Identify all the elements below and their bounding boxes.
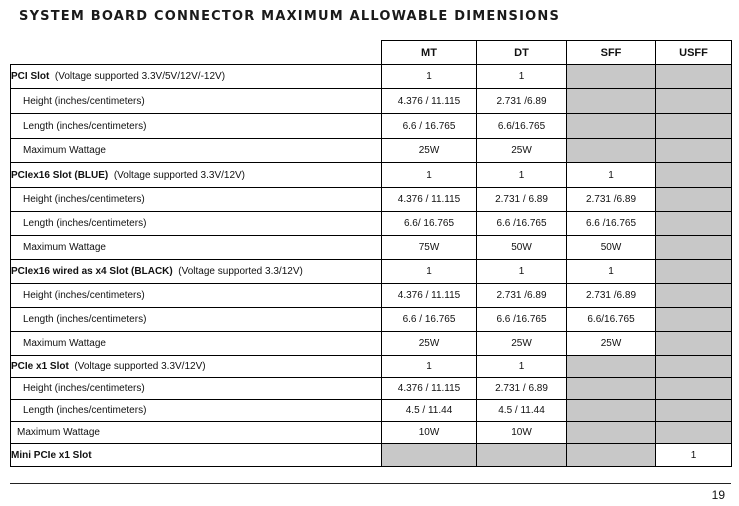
table-row <box>11 356 732 378</box>
value-cell-mt: 6.6 / 16.765 <box>382 308 477 332</box>
value-cell-dt: 1 <box>477 356 567 378</box>
na-cell-usff <box>656 236 732 260</box>
na-cell-usff <box>656 378 732 400</box>
value-cell-mt: 1 <box>382 65 477 89</box>
value-cell-dt: 1 <box>477 163 567 188</box>
spec-label: Length (inches/centimeters) <box>23 405 147 416</box>
value-cell-mt: 4.376 / 11.115 <box>382 89 477 114</box>
header-corner-cell <box>11 41 382 65</box>
na-cell-usff <box>656 114 732 139</box>
connector-dimensions-table <box>10 40 732 467</box>
table-row <box>11 212 732 236</box>
na-cell-usff <box>656 89 732 114</box>
value-cell-sff: 6.6 /16.765 <box>567 212 656 236</box>
row-label <box>11 188 382 212</box>
value-cell-dt: 25W <box>477 139 567 163</box>
row-label <box>11 356 382 378</box>
slot-name: Mini PCIe x1 Slot <box>11 449 92 461</box>
column-header-usff: USFF <box>656 41 732 65</box>
voltage-note: (Voltage supported 3.3V/12V) <box>113 169 246 181</box>
value-cell-mt: 4.376 / 11.115 <box>382 188 477 212</box>
row-label <box>11 212 382 236</box>
na-cell-usff <box>656 188 732 212</box>
na-cell-usff <box>656 260 732 284</box>
row-label <box>11 260 382 284</box>
na-cell-sff <box>567 114 656 139</box>
value-cell-dt: 10W <box>477 422 567 444</box>
spec-label: Maximum Wattage <box>23 145 106 156</box>
value-cell-dt: 2.731 /6.89 <box>477 284 567 308</box>
spec-label: Length (inches/centimeters) <box>23 314 147 325</box>
value-cell-sff: 6.6/16.765 <box>567 308 656 332</box>
na-cell-sff <box>567 378 656 400</box>
slot-name: PCIex16 wired as x4 Slot (BLACK) <box>11 266 173 277</box>
table-row <box>11 139 732 163</box>
spec-label: Length (inches/centimeters) <box>23 218 147 229</box>
value-cell-mt: 6.6 / 16.765 <box>382 114 477 139</box>
value-cell-mt: 1 <box>382 260 477 284</box>
value-cell-dt: 6.6 /16.765 <box>477 212 567 236</box>
value-cell-dt: 2.731 /6.89 <box>477 89 567 114</box>
column-header-sff: SFF <box>567 41 656 65</box>
na-cell-usff <box>656 163 732 188</box>
value-cell-mt: 1 <box>382 356 477 378</box>
value-cell-mt: 4.5 / 11.44 <box>382 400 477 422</box>
table-row <box>11 114 732 139</box>
table-row <box>11 163 732 188</box>
na-cell-dt <box>477 444 567 467</box>
voltage-note: (Voltage supported 3.3/12V) <box>178 266 303 277</box>
row-label <box>11 400 382 422</box>
table-row <box>11 284 732 308</box>
value-cell-dt: 4.5 / 11.44 <box>477 400 567 422</box>
value-cell-mt: 6.6/ 16.765 <box>382 212 477 236</box>
value-cell-sff: 25W <box>567 332 656 356</box>
na-cell-sff <box>567 139 656 163</box>
row-label <box>11 284 382 308</box>
spec-label: Height (inches/centimeters) <box>23 95 145 107</box>
na-cell-usff <box>656 332 732 356</box>
na-cell-sff <box>567 422 656 444</box>
column-header-mt: MT <box>382 41 477 65</box>
spec-label: Maximum Wattage <box>23 242 106 253</box>
table-row <box>11 378 732 400</box>
column-header-dt: DT <box>477 41 567 65</box>
value-cell-usff: 1 <box>656 444 732 467</box>
spec-label: Length (inches/centimeters) <box>23 120 147 132</box>
value-cell-mt: 1 <box>382 163 477 188</box>
row-label <box>11 332 382 356</box>
value-cell-mt: 4.376 / 11.115 <box>382 378 477 400</box>
value-cell-dt: 2.731 / 6.89 <box>477 378 567 400</box>
table-row <box>11 332 732 356</box>
voltage-note: (Voltage supported 3.3V/12V) <box>74 361 206 372</box>
na-cell-usff <box>656 139 732 163</box>
na-cell-usff <box>656 284 732 308</box>
header-row <box>11 41 732 65</box>
na-cell-mt <box>382 444 477 467</box>
spec-label: Height (inches/centimeters) <box>23 194 145 205</box>
footer-divider <box>10 483 731 484</box>
value-cell-dt: 25W <box>477 332 567 356</box>
row-label <box>11 65 382 89</box>
table-row <box>11 400 732 422</box>
spec-label: Height (inches/centimeters) <box>23 383 145 394</box>
table-row <box>11 422 732 444</box>
table-row <box>11 236 732 260</box>
row-label <box>11 308 382 332</box>
value-cell-sff: 1 <box>567 260 656 284</box>
row-label <box>11 89 382 114</box>
na-cell-sff <box>567 400 656 422</box>
row-label <box>11 422 382 444</box>
table-row <box>11 89 732 114</box>
value-cell-mt: 4.376 / 11.115 <box>382 284 477 308</box>
row-label <box>11 236 382 260</box>
table-row <box>11 308 732 332</box>
spec-label: Maximum Wattage <box>17 427 100 438</box>
page-number: 19 <box>711 488 725 502</box>
table-body <box>11 65 732 467</box>
row-label <box>11 163 382 188</box>
na-cell-sff <box>567 65 656 89</box>
value-cell-dt: 1 <box>477 65 567 89</box>
na-cell-sff <box>567 89 656 114</box>
na-cell-usff <box>656 308 732 332</box>
value-cell-sff: 2.731 /6.89 <box>567 188 656 212</box>
spec-label: Maximum Wattage <box>23 338 106 349</box>
slot-name: PCIex16 Slot (BLUE) <box>11 169 109 181</box>
voltage-note: (Voltage supported 3.3V/5V/12V/-12V) <box>54 71 226 82</box>
row-label <box>11 378 382 400</box>
value-cell-mt: 25W <box>382 139 477 163</box>
document-title: SYSTEM BOARD CONNECTOR MAXIMUM ALLOWABLE DIMENSIONS <box>19 9 561 24</box>
table-row <box>11 444 732 467</box>
value-cell-dt: 6.6 /16.765 <box>477 308 567 332</box>
na-cell-usff <box>656 65 732 89</box>
table-row <box>11 188 732 212</box>
value-cell-dt: 50W <box>477 236 567 260</box>
na-cell-usff <box>656 422 732 444</box>
value-cell-mt: 10W <box>382 422 477 444</box>
value-cell-sff: 2.731 /6.89 <box>567 284 656 308</box>
value-cell-dt: 2.731 / 6.89 <box>477 188 567 212</box>
table-row <box>11 260 732 284</box>
row-label <box>11 114 382 139</box>
value-cell-mt: 25W <box>382 332 477 356</box>
row-label <box>11 444 382 467</box>
value-cell-sff: 1 <box>567 163 656 188</box>
value-cell-sff: 50W <box>567 236 656 260</box>
value-cell-dt: 1 <box>477 260 567 284</box>
na-cell-usff <box>656 212 732 236</box>
value-cell-dt: 6.6/16.765 <box>477 114 567 139</box>
na-cell-usff <box>656 400 732 422</box>
slot-name: PCI Slot <box>11 71 50 82</box>
spec-label: Height (inches/centimeters) <box>23 290 145 301</box>
row-label <box>11 139 382 163</box>
na-cell-sff <box>567 356 656 378</box>
na-cell-sff <box>567 444 656 467</box>
table-row <box>11 65 732 89</box>
value-cell-mt: 75W <box>382 236 477 260</box>
na-cell-usff <box>656 356 732 378</box>
slot-name: PCIe x1 Slot <box>11 361 69 372</box>
